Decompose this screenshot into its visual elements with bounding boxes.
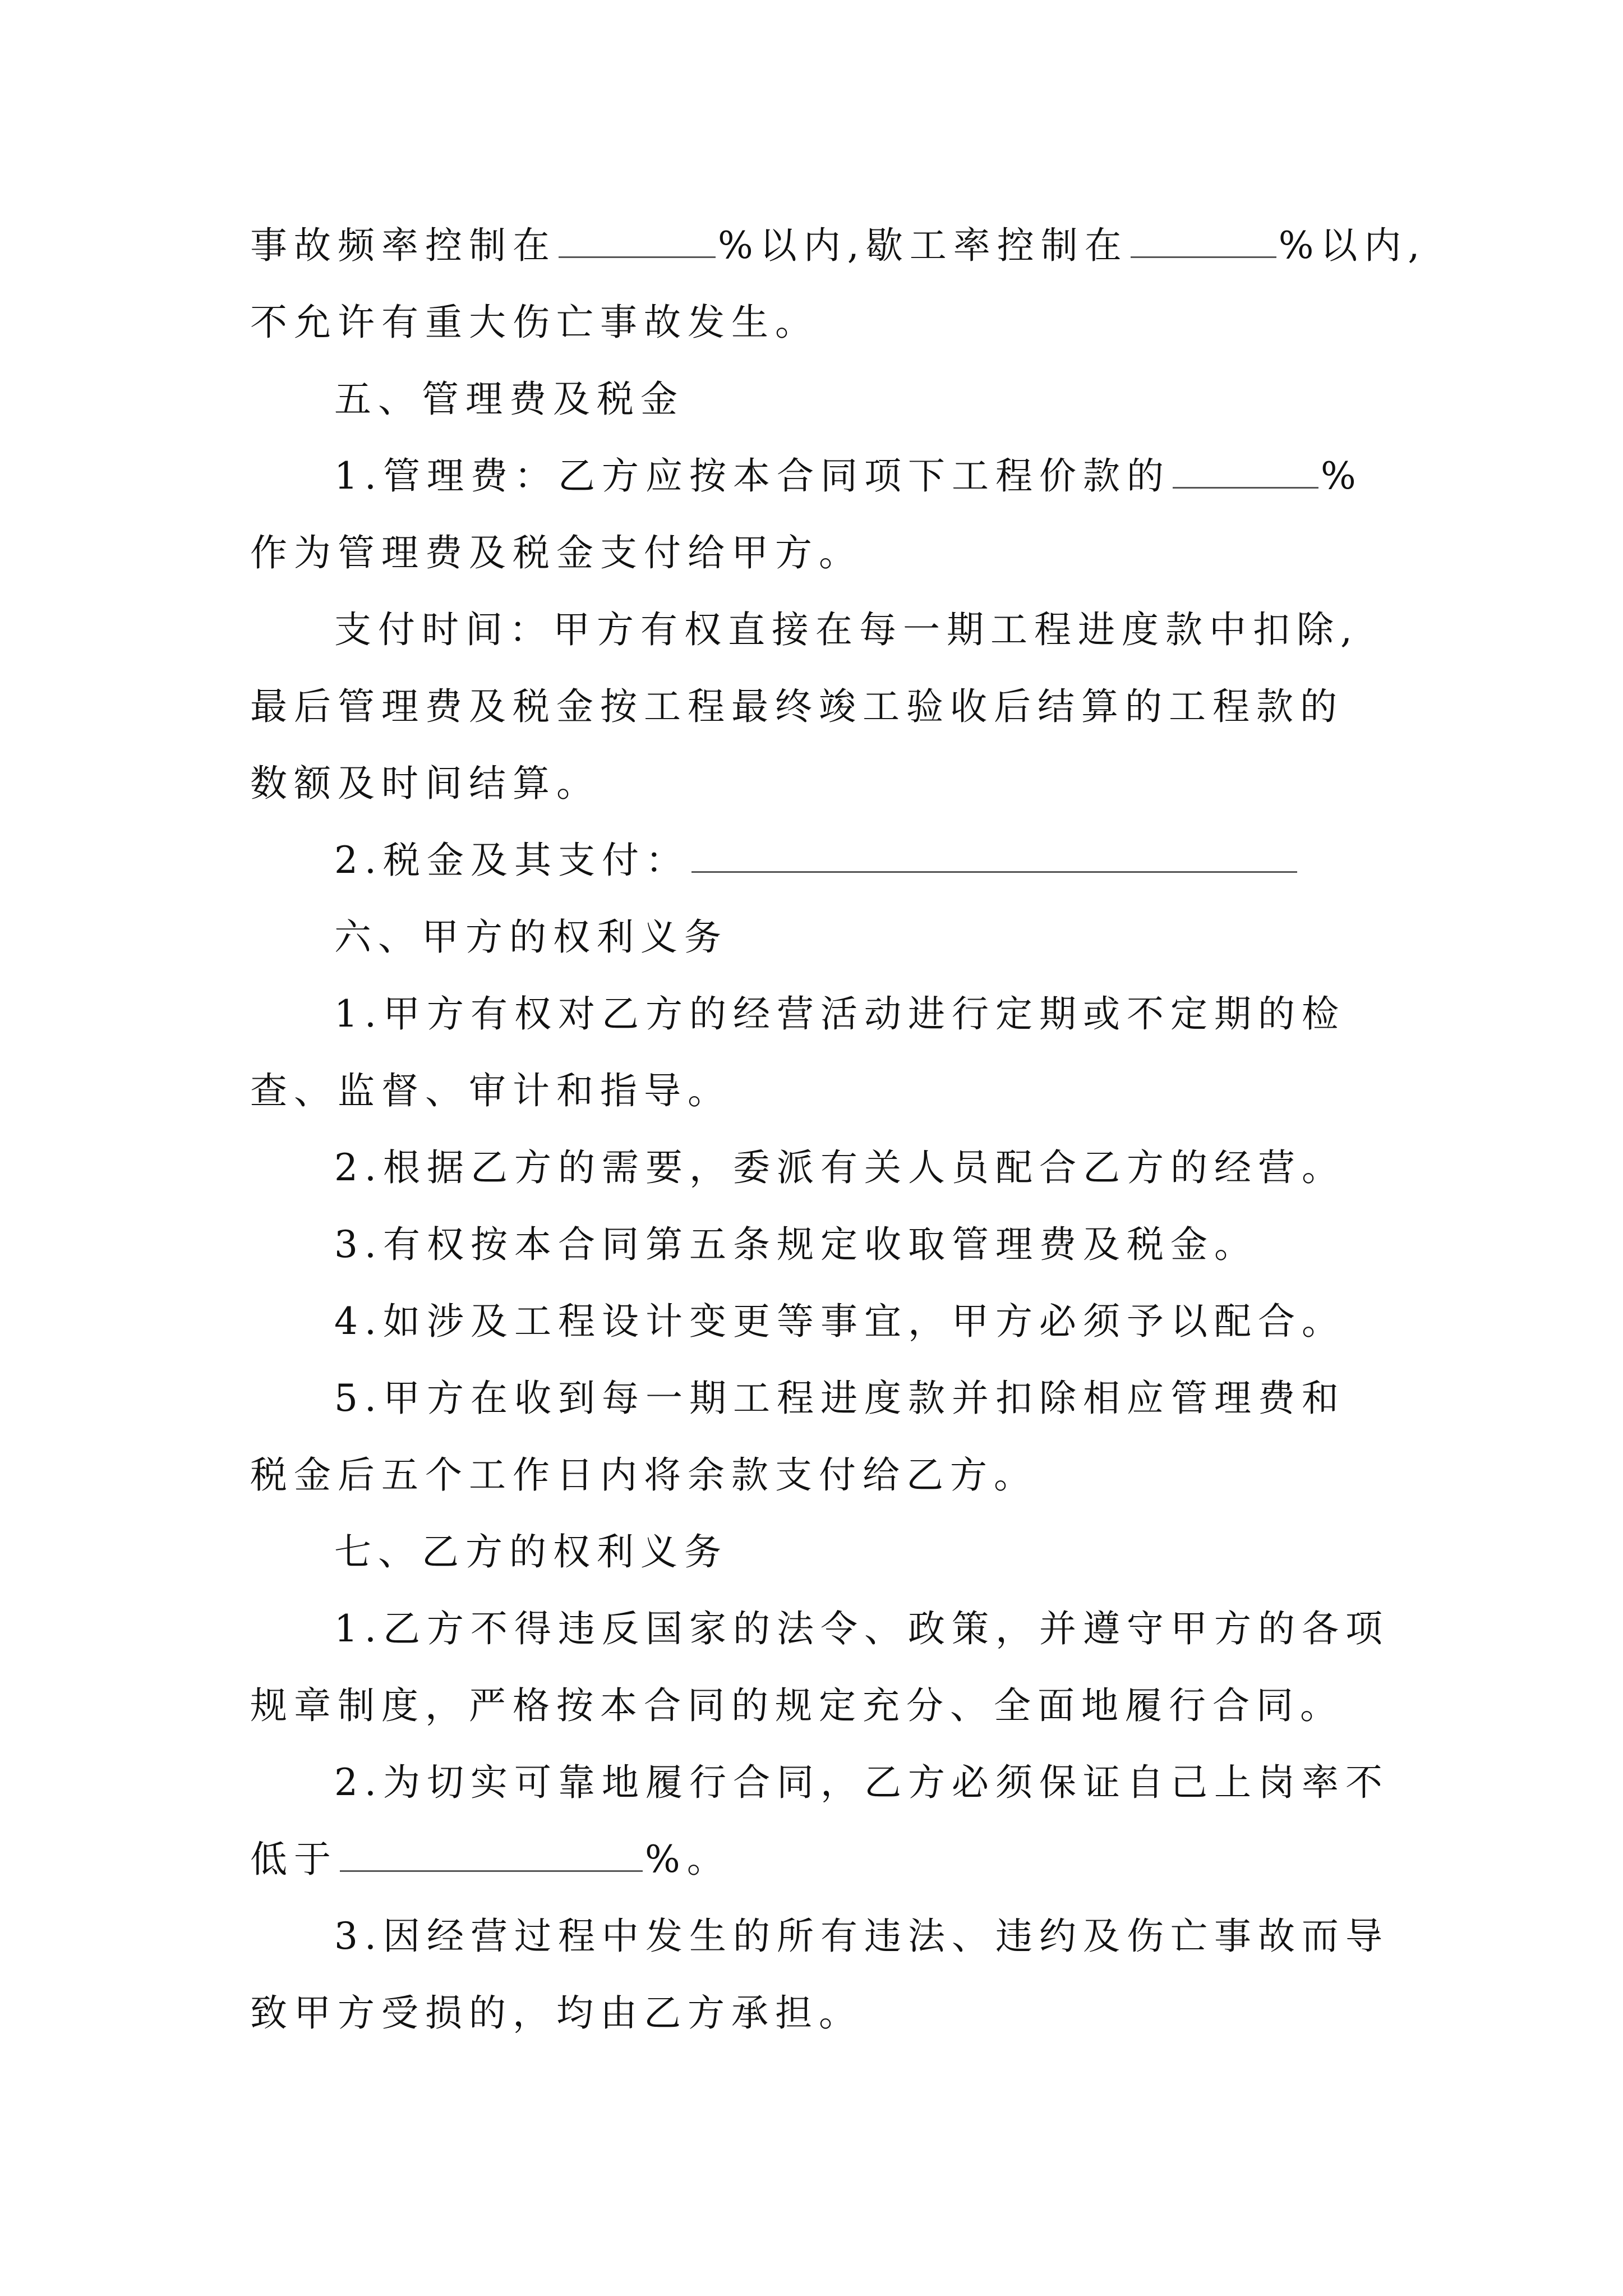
- paragraph-line: [334, 1142, 1473, 1194]
- text-segment: 不允许有重大伤亡事故发生。: [250, 301, 819, 344]
- paragraph-line: [250, 758, 1389, 809]
- paragraph-line: [334, 835, 1473, 886]
- heading-text: 五、管理费及税金: [334, 378, 684, 421]
- paragraph-line: [250, 1680, 1389, 1732]
- paragraph-line: [334, 1219, 1473, 1271]
- text-segment: 数额及时间结算。: [250, 762, 600, 805]
- paragraph-line: [334, 1911, 1473, 1962]
- text-segment: 1.管理费：乙方应按本合同项下工程价款的: [334, 454, 1170, 498]
- text-segment: 4.如涉及工程设计变更等事宜，甲方必须予以配合。: [334, 1300, 1345, 1343]
- text-segment: 作为管理费及税金支付给甲方。: [250, 531, 863, 574]
- text-segment: 支付时间：甲方有权直接在每一期工程进度款中扣除,: [334, 608, 1359, 651]
- text-segment: %: [1320, 454, 1363, 498]
- fill-in-blank[interactable]: [1131, 223, 1276, 258]
- paragraph-line: [334, 988, 1473, 1040]
- paragraph-line: [334, 1603, 1473, 1655]
- paragraph-line: [334, 1373, 1473, 1424]
- text-segment: %以内,歇工率控制在: [718, 224, 1128, 267]
- fill-in-blank[interactable]: [1173, 453, 1318, 489]
- paragraph-line: [250, 527, 1389, 579]
- text-segment: 查、监督、审计和指导。: [250, 1069, 731, 1112]
- paragraph-line: [250, 1987, 1389, 2039]
- paragraph-line: [334, 1757, 1473, 1809]
- text-segment: 2.根据乙方的需要，委派有关人员配合乙方的经营。: [334, 1146, 1345, 1189]
- fill-in-blank[interactable]: [559, 223, 716, 258]
- text-segment: 3.有权按本合同第五条规定收取管理费及税金。: [334, 1223, 1258, 1266]
- fill-in-blank[interactable]: [691, 838, 1297, 873]
- heading-text: 七、乙方的权利义务: [334, 1530, 728, 1573]
- paragraph-line: [250, 681, 1389, 733]
- text-segment: 事故频率控制在: [250, 224, 556, 267]
- text-segment: 规章制度，严格按本合同的规定充分、全面地履行合同。: [250, 1684, 1344, 1727]
- fill-in-blank[interactable]: [340, 1837, 643, 1872]
- paragraph-line: [250, 1834, 1389, 1885]
- text-segment: %。: [645, 1838, 731, 1881]
- paragraph-line: [250, 1065, 1389, 1117]
- text-segment: 2.为切实可靠地履行合同，乙方必须保证自己上岗率不: [334, 1761, 1389, 1804]
- text-segment: 5.甲方在收到每一期工程进度款并扣除相应管理费和: [334, 1377, 1345, 1420]
- section-heading-6: [334, 912, 1473, 963]
- paragraph-line: [250, 1450, 1389, 1501]
- text-segment: 1.甲方有权对乙方的经营活动进行定期或不定期的检: [334, 992, 1345, 1036]
- section-heading-5: [334, 374, 1473, 425]
- text-segment: 税金后五个工作日内将余款支付给乙方。: [250, 1453, 1038, 1497]
- text-segment: 致甲方受损的，均由乙方承担。: [250, 1991, 863, 2035]
- text-segment: %以内,: [1278, 224, 1427, 267]
- paragraph-line: [334, 450, 1473, 502]
- text-segment: 3.因经营过程中发生的所有违法、违约及伤亡事故而导: [334, 1915, 1389, 1958]
- paragraph-line: [334, 604, 1473, 656]
- text-segment: 最后管理费及税金按工程最终竣工验收后结算的工程款的: [250, 685, 1344, 728]
- paragraph-line: [250, 297, 1389, 348]
- paragraph-line: [250, 220, 1427, 272]
- heading-text: 六、甲方的权利义务: [334, 915, 728, 959]
- text-segment: 低于: [250, 1838, 338, 1881]
- text-segment: 1.乙方不得违反国家的法令、政策，并遵守甲方的各项: [334, 1607, 1389, 1650]
- section-heading-7: [334, 1526, 1473, 1578]
- text-segment: 2.税金及其支付：: [334, 839, 689, 882]
- paragraph-line: [334, 1296, 1473, 1347]
